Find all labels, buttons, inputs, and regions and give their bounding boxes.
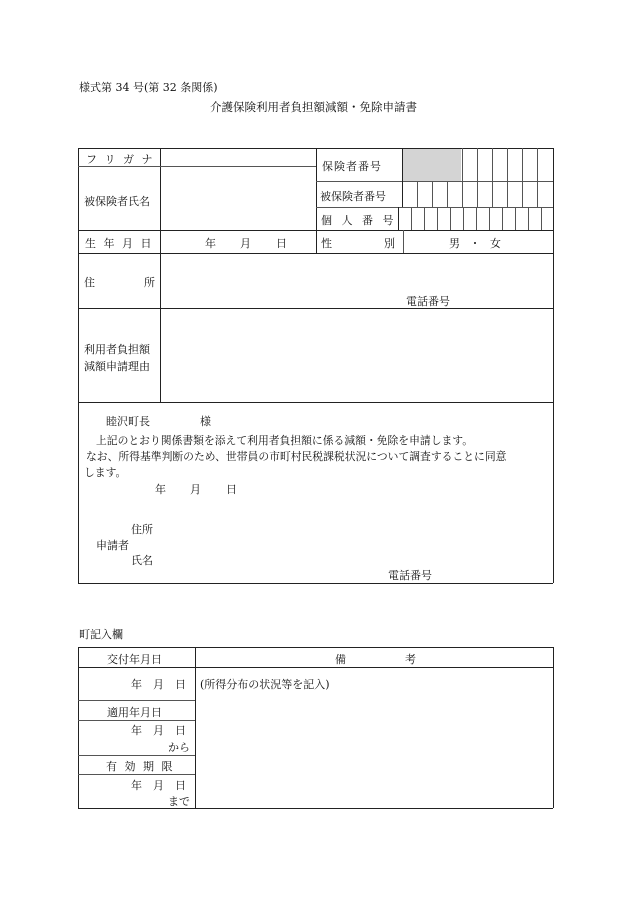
reason-label-line2: 減額申請理由 [84,360,150,373]
birthdate-day: 日 [276,237,287,250]
insured-number-label: 被保険者番号 [320,190,386,203]
birthdate-month: 月 [240,237,251,250]
address-label-1: 住 [84,276,95,289]
until-label: まで [168,795,190,808]
valid-period-ymd: 年 月 日 [131,779,186,792]
application-date-month: 月 [190,483,201,496]
statement-line1: 上記のとおり関係書類を添えて利用者負担額に係る減額・免除を申請します。 [96,434,474,447]
reason-label-line1: 利用者負担額 [84,343,150,356]
applicant-phone-label: 電話番号 [388,569,432,582]
insurer-number-shaded-boxes [402,149,461,181]
insured-name-label: 被保険者氏名 [84,195,150,208]
remarks-note: (所得分布の状況等を記入) [200,678,330,691]
page-title: 介護保険利用者負担額減額・免除申請書 [210,100,417,114]
address-label-2: 所 [144,276,155,289]
birthdate-label: 生 年 月 日 [85,237,154,250]
form-number: 様式第 34 号(第 32 条関係) [79,81,218,94]
personal-number-label: 個 人 番 号 [321,214,397,227]
issue-date-ymd: 年 月 日 [131,678,186,691]
applicant-name-label: 氏名 [131,554,153,567]
birthdate-year: 年 [205,237,216,250]
furigana-label: フ リ ガ ナ [86,153,155,166]
remarks-label-2: 考 [405,653,416,666]
address-phone-label: 電話番号 [406,295,450,308]
from-label: から [168,741,190,754]
statement-line2: なお、所得基準判断のため、世帯員の市町村民税課税状況について調査することに同意 [86,450,507,463]
sex-label-1: 性 [321,237,332,250]
application-date-day: 日 [226,483,237,496]
sex-label-2: 別 [384,237,395,250]
application-date-year: 年 [155,483,166,496]
remarks-label-1: 備 [335,653,346,666]
addressee: 睦沢町長 [106,415,150,428]
applied-date-label: 適用年月日 [107,706,162,719]
applied-date-ymd: 年 月 日 [131,724,186,737]
applicant-address-label: 住所 [131,523,153,536]
honorific: 様 [200,415,211,428]
insurer-number-label: 保険者番号 [322,160,382,173]
issue-date-label: 交付年月日 [107,653,162,666]
statement-line3: します。 [84,466,127,479]
valid-period-label: 有 効 期 限 [106,760,175,773]
office-use-section-label: 町記入欄 [79,628,123,641]
sex-options[interactable]: 男 ・ 女 [449,237,504,250]
applicant-label: 申請者 [96,539,129,552]
